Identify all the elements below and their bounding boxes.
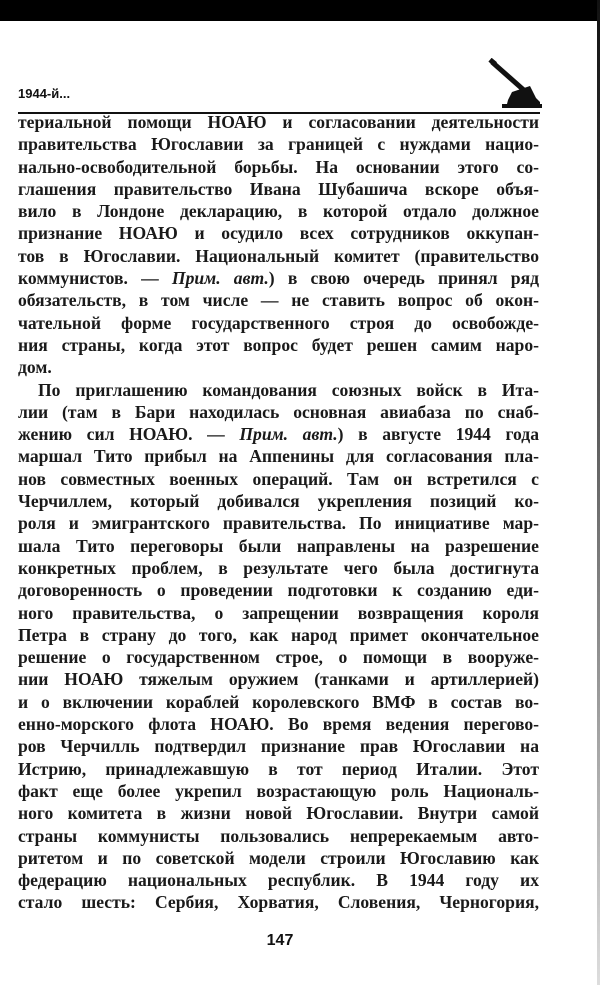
text-line: дом.: [18, 357, 52, 378]
cannon-icon: [486, 58, 542, 110]
text-line: Петра в страну до того, как народ примет окончательное: [18, 624, 539, 645]
text-line: териальной помощи НОАЮ и согласовании деятельности: [18, 112, 539, 132]
text-line: федерацию национальных республик. В 1944 году их: [18, 870, 539, 891]
text-line: Истрию, принадлежавшую в тот период Италии. Этот: [18, 758, 539, 779]
text-line: роля и эмигрантского правительства. По инициативе мар-: [18, 513, 539, 534]
text-line: Черчиллем, который добивался укрепления позиций ко-: [18, 491, 539, 512]
text-segment: ) в августе 1944 года: [337, 424, 539, 445]
text-line: маршал Тито прибыл на Аппенины для согласования пла-: [18, 446, 539, 467]
text-line: глашения правительство Ивана Шубашича вскоре объя-: [18, 178, 539, 199]
text-line: вило в Лондоне декларацию, в которой отдало должное: [18, 201, 539, 222]
text-line: нии НОАЮ тяжелым оружием (танками и артиллерией): [18, 669, 539, 690]
text-line: тов в Югославии. Национальный комитет (правительство: [18, 245, 539, 266]
text-line: обязательств, в том числе — не ставить вопрос об окон-: [18, 290, 539, 311]
text-line: лии (там в Бари находилась основная авиабаза по снаб-: [18, 401, 539, 422]
text-line: и о включении кораблей королевского ВМФ в состав во-: [18, 691, 539, 712]
text-line: правительства Югославии за границей с нуждами нацио-: [18, 134, 539, 155]
text-line: договоренность о проведении подготовки к созданию еди-: [18, 580, 539, 601]
text-line: страны коммунисты пользовались непререкаемым авто-: [18, 825, 539, 846]
text-segment: коммунистов. —: [18, 268, 172, 289]
text-line: конкретных проблем, в результате чего была достигнута: [18, 557, 539, 578]
text-line: ния страны, когда этот вопрос будет решен самим наро-: [18, 334, 539, 355]
text-line: ритетом и по советской модели строили Югославию как: [18, 847, 539, 868]
text-line: признание НОАЮ и осудило всех сотрудников оккупан-: [18, 223, 539, 244]
text-line: ного правительства, о запрещении возвращения короля: [18, 602, 539, 623]
text-line: [18, 423, 539, 445]
text-segment: ) в свою очередь принял ряд: [268, 268, 539, 289]
author-note-italic: Прим. авт.: [171, 268, 269, 289]
text-line: решение о государственном строе, о помощи в вооруже-: [18, 647, 539, 668]
text-line: нов совместных военных операций. Там он встретился с: [18, 468, 539, 489]
text-line: стало шесть: Сербия, Хорватия, Словения, Черногория,: [18, 892, 539, 913]
text-line: чательной форме государственного строя до освобожде-: [18, 312, 539, 333]
text-line: ного комитета в жизни новой Югославии. Внутри самой: [18, 803, 539, 824]
author-note-italic: Прим. авт.: [239, 424, 338, 445]
text-line: По приглашению командования союзных войск в Ита-: [38, 379, 539, 400]
text-segment: жению сил НОАЮ. —: [18, 424, 240, 445]
page-number: 147: [266, 932, 294, 949]
body-text: [18, 111, 539, 914]
text-line: [18, 267, 539, 289]
text-line: ров Черчилль подтвердил признание прав Югославии на: [18, 736, 539, 757]
running-title: 1944-й...: [18, 86, 71, 101]
scan-top-border: [0, 0, 600, 21]
text-line: факт еще более укрепил возрастающую роль Националь-: [18, 780, 539, 801]
text-line: енно-морского флота НОАЮ. Во время ведения перегово-: [18, 714, 539, 735]
text-line: шала Тито переговоры были направлены на разрешение: [18, 535, 539, 556]
text-line: нально-освободительной борьбы. На основании этого со-: [18, 156, 539, 177]
